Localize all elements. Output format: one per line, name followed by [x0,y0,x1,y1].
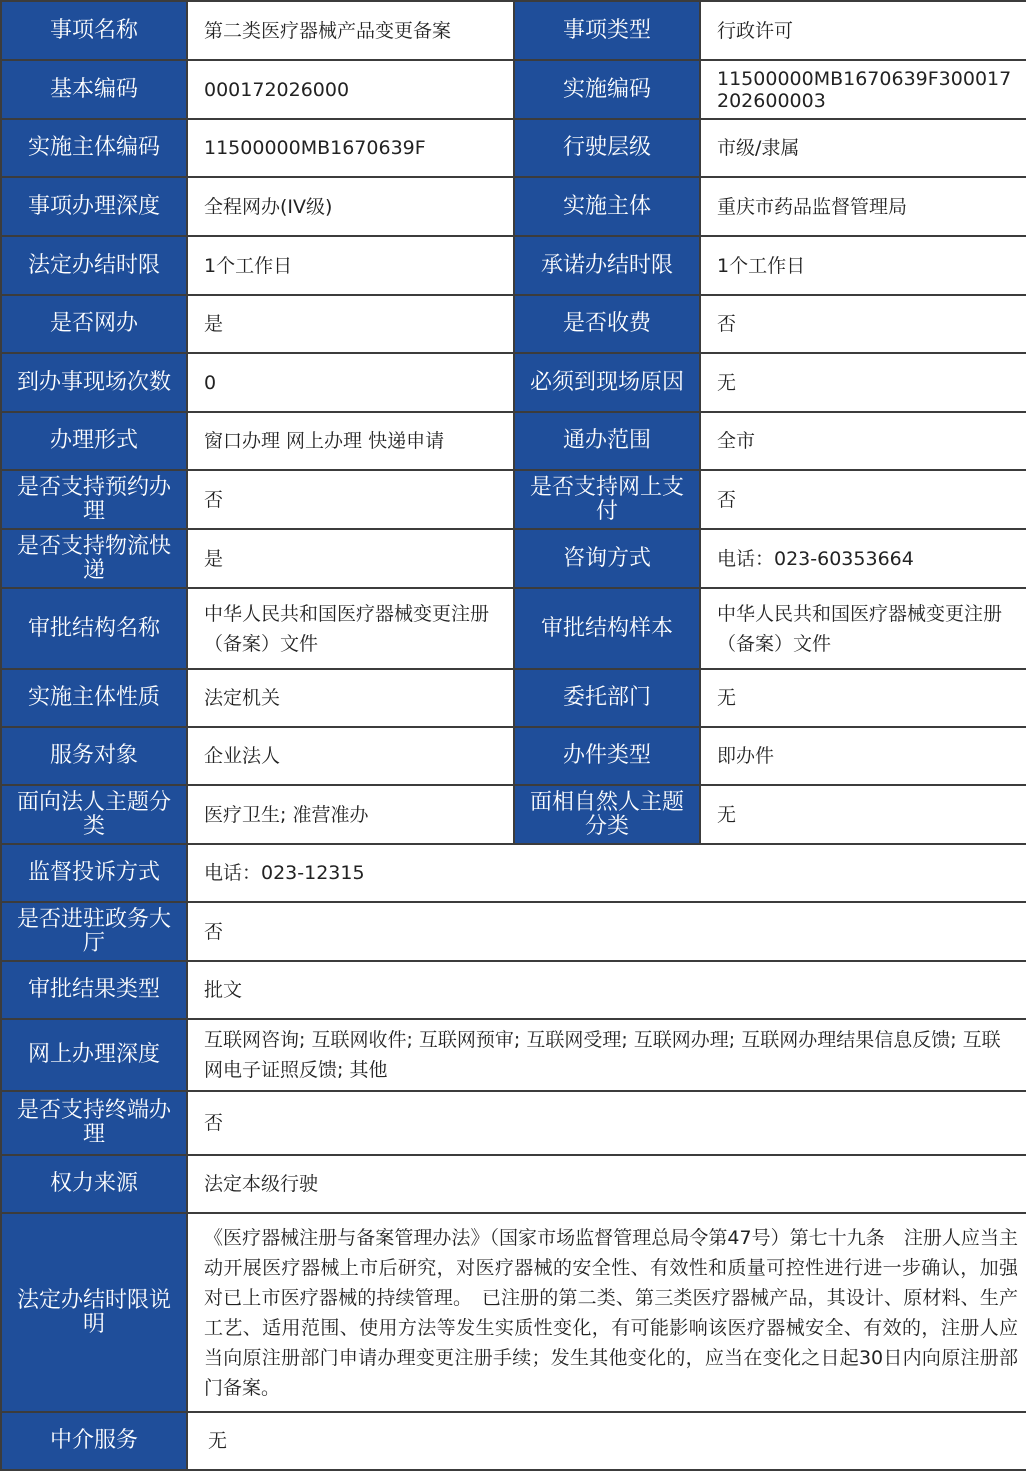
item-name-label: 事项名称 [1,1,187,60]
intermediary-value: 无 [187,1412,1026,1470]
appointment-label: 是否支持预约办理 [1,470,187,529]
hall-label: 是否进驻政务大厅 [1,902,187,961]
table-row [1,470,1026,529]
item-name-value: 第二类医疗器械产品变更备案 [187,1,514,60]
result-type-label: 审批结果类型 [1,961,187,1019]
intermediary-label: 中介服务 [1,1412,187,1470]
subject-code-value: 11500000MB1670639F [187,119,514,177]
scope-label: 通办范围 [514,412,700,470]
charge-value: 否 [700,295,1026,353]
table-row [1,236,1026,295]
subject-nature-value: 法定机关 [187,669,514,727]
basic-code-value: 000172026000 [187,60,514,119]
consult-value: 电话：023-60353664 [700,529,1026,588]
power-source-label: 权力来源 [1,1155,187,1213]
consult-label: 咨询方式 [514,529,700,588]
online-label: 是否网办 [1,295,187,353]
legal-topic-label: 面向法人主题分类 [1,785,187,844]
table-row [1,1213,1026,1412]
power-source-value: 法定本级行驶 [187,1155,1026,1213]
impl-subject-value: 重庆市药品监督管理局 [700,177,1026,236]
visit-reason-label: 必须到现场原因 [514,353,700,412]
online-depth-value: 互联网咨询; 互联网收件; 互联网预审; 互联网受理; 互联网办理; 互联网办理结果信息反馈; 互联网电子证照反馈; 其他 [187,1019,1026,1091]
online-value: 是 [187,295,514,353]
table-row [1,727,1026,785]
approval-sample-value: 中华人民共和国医疗器械变更注册（备案）文件 [700,588,1026,669]
limit-note-value: 《医疗器械注册与备案管理办法》（国家市场监督管理总局令第47号）第七十九条 注册人应当主动开展医疗器械上市后研究，对医疗器械的安全性、有效性和质量可控性进行进一步确认，加强对已上市医疗器械的持续管理。 已注册的第二类、第三类医疗器械产品，其设计、原材料、生产工艺、适用范围、使用方法等发生实质性变化，有可能影响该医疗器械安全、有效的，注册人应当向原注册部门申请办理变更注册手续；发生其他变化的，应当在变化之日起30日内向原注册部门备案。 [187,1213,1026,1412]
table-row [1,119,1026,177]
table-row [1,1155,1026,1213]
item-type-label: 事项类型 [514,1,700,60]
exercise-level-label: 行驶层级 [514,119,700,177]
table-row [1,295,1026,353]
impl-code-label: 实施编码 [514,60,700,119]
handling-depth-value: 全程网办(IV级) [187,177,514,236]
visits-label: 到办事现场次数 [1,353,187,412]
charge-label: 是否收费 [514,295,700,353]
legal-limit-label: 法定办结时限 [1,236,187,295]
table-row [1,588,1026,669]
natural-topic-label: 面相自然人主题分类 [514,785,700,844]
service-target-label: 服务对象 [1,727,187,785]
handling-form-value: 窗口办理 网上办理 快递申请 [187,412,514,470]
terminal-label: 是否支持终端办理 [1,1091,187,1155]
table-row [1,529,1026,588]
appointment-value: 否 [187,470,514,529]
table-row [1,1,1026,60]
natural-topic-value: 无 [700,785,1026,844]
logistics-label: 是否支持物流快递 [1,529,187,588]
subject-nature-label: 实施主体性质 [1,669,187,727]
table-row [1,669,1026,727]
case-type-label: 办件类型 [514,727,700,785]
visits-value: 0 [187,353,514,412]
hall-value: 否 [187,902,1026,961]
table-row [1,844,1026,902]
table-row [1,1412,1026,1470]
service-target-value: 企业法人 [187,727,514,785]
table-row [1,785,1026,844]
table-row [1,961,1026,1019]
impl-code-value: 11500000MB1670639F300017202600003 [700,60,1026,119]
legal-limit-value: 1个工作日 [187,236,514,295]
subject-code-label: 实施主体编码 [1,119,187,177]
table-row [1,177,1026,236]
approval-name-label: 审批结构名称 [1,588,187,669]
terminal-value: 否 [187,1091,1026,1155]
limit-note-label: 法定办结时限说明 [1,1213,187,1412]
promised-limit-label: 承诺办结时限 [514,236,700,295]
online-depth-label: 网上办理深度 [1,1019,187,1091]
online-payment-label: 是否支持网上支付 [514,470,700,529]
legal-topic-value: 医疗卫生; 准营准办 [187,785,514,844]
table-row [1,1019,1026,1091]
exercise-level-value: 市级/隶属 [700,119,1026,177]
table-row [1,1091,1026,1155]
online-payment-value: 否 [700,470,1026,529]
item-type-value: 行政许可 [700,1,1026,60]
impl-subject-label: 实施主体 [514,177,700,236]
approval-sample-label: 审批结构样本 [514,588,700,669]
complaint-label: 监督投诉方式 [1,844,187,902]
case-type-value: 即办件 [700,727,1026,785]
logistics-value: 是 [187,529,514,588]
visit-reason-value: 无 [700,353,1026,412]
table-row [1,60,1026,119]
entrusted-dept-value: 无 [700,669,1026,727]
complaint-value: 电话：023-12315 [187,844,1026,902]
table-row [1,353,1026,412]
table-row [1,412,1026,470]
approval-name-value: 中华人民共和国医疗器械变更注册（备案）文件 [187,588,514,669]
promised-limit-value: 1个工作日 [700,236,1026,295]
entrusted-dept-label: 委托部门 [514,669,700,727]
handling-depth-label: 事项办理深度 [1,177,187,236]
handling-form-label: 办理形式 [1,412,187,470]
basic-code-label: 基本编码 [1,60,187,119]
scope-value: 全市 [700,412,1026,470]
table-row [1,902,1026,961]
result-type-value: 批文 [187,961,1026,1019]
